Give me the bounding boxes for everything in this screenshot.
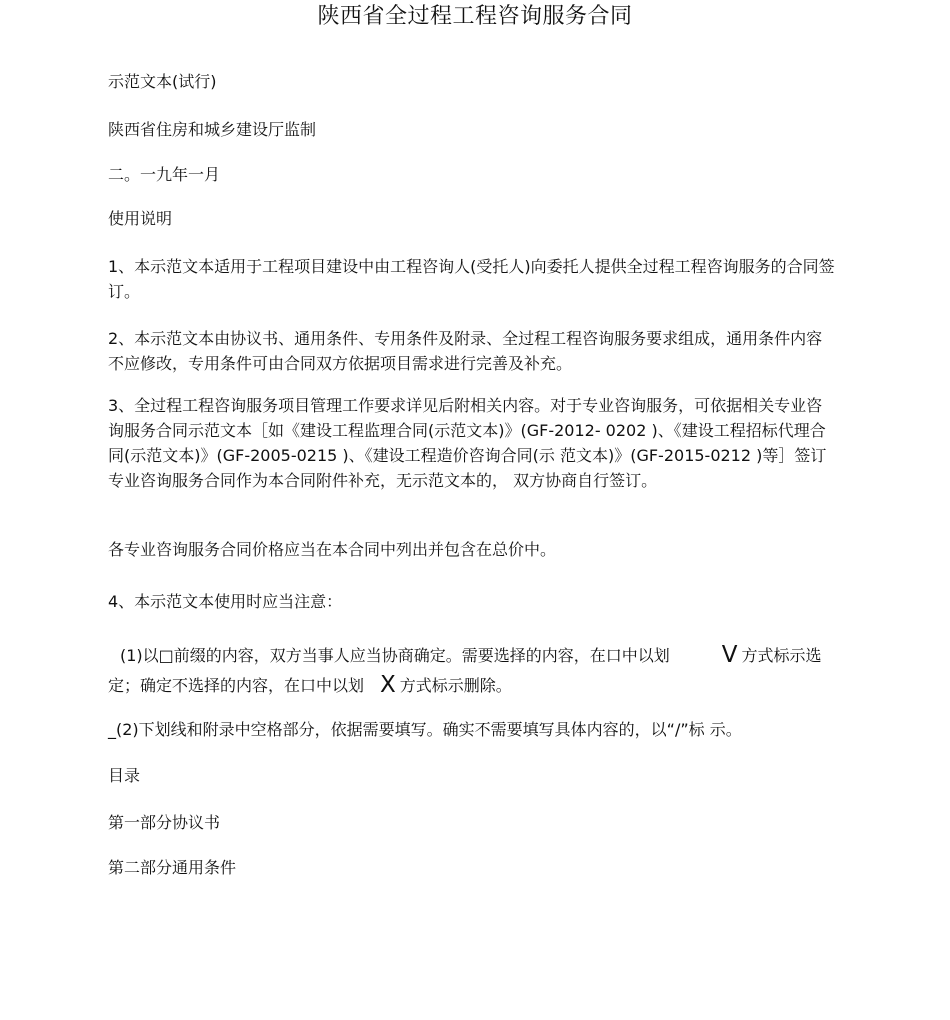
toc-part-1: 第一部分协议书 [108, 813, 221, 832]
cross-mark: X [380, 672, 396, 698]
note-2: _(2)下划线和附录中空格部分，依据需要填写。确实不需要填写具体内容的，以“/”标 示。 [108, 720, 742, 739]
note-1-part-a: (1)以□前缀的内容，双方当事人应当协商确定。需要选择的内容，在口中以划 [120, 646, 670, 665]
usage-item-2: 2、本示范文本由协议书、通用条件、专用条件及附录、全过程工程咨询服务要求组成，通用条件内容不应修改，专用条件可由合同双方依据项目需求进行完善及补充。 [108, 329, 823, 373]
usage-item-3: 3、全过程工程咨询服务项目管理工作要求详见后附相关内容。对于专业咨询服务，可依据相关专业咨询服务合同示范文本［如《建设工程监理合同(示范文本)》(GF-2012- 0202 )、《建设工程招标代理合同(示范文本)》(GF-2005-0215 )、《建设工程造价咨询合同(示 范文本)》(GF-2015-0212 )等］签订专业咨询服务合同作为本合同附件补充，无示范文本的， 双方协商自行签订。 [108, 396, 827, 490]
usage-heading: 使用说明 [108, 209, 173, 228]
usage-item-4: 4、本示范文本使用时应当注意： [108, 592, 343, 611]
usage-item-1: 1、本示范文本适用于工程项目建设中由工程咨询人(受托人)向委托人提供全过程工程咨询服务的合同签订。 [108, 257, 835, 301]
usage-item-3-price: 各专业咨询服务合同价格应当在本合同中列出并包含在总价中。 [108, 540, 557, 559]
supervisor-line: 陕西省住房和城乡建设厅监制 [108, 120, 317, 139]
document-subtitle: 示范文本(试行) [108, 72, 217, 91]
toc-heading: 目录 [108, 766, 141, 785]
toc-part-2: 第二部分通用条件 [108, 858, 237, 877]
document-title: 陕西省全过程工程咨询服务合同 [317, 4, 633, 29]
note-1-part-b: 方式标示选定；确定不选择的内容，在口中以划 [108, 646, 822, 695]
note-1 [108, 641, 836, 701]
date-line: 二。一九年一月 [108, 165, 221, 184]
check-mark: V [721, 642, 738, 668]
note-1-part-c: 方式标示删除。 [399, 676, 512, 695]
